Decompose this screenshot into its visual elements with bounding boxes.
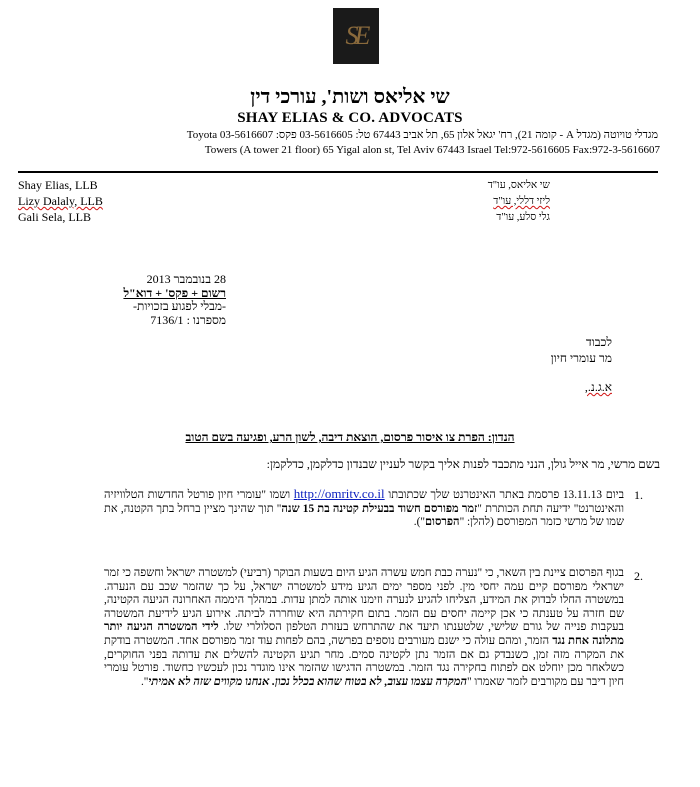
paragraph-text: בגוף הפרסום ציינת בין השאר, כי "נערה כבת חמש עשרה הגיע היום בשעות הבוקר (רביעי) למשטרה ישראל וחשפה כי זמר ישראלי מפורסם קיים עמה יחסי מין. לפני מספר ימים הגיע מידע למשטרה ישראל, על כך שהזמר שכב עם הנערה. במשטרה החלו לבדוק את המידע, הצליחו להגיע לנערה וזימנו אותה למתן עדות. במהלך היממה האחרונה הגיעה הקטינה, שם חזרה על טענתה כי אכן קיימה יחסים עם הזמר. בתום חקירתה היא שוחררה לביתה. אירוע הגיע לידיעת המשטרה בעקבות פנייה של גורם שלישי, שלטענתו תיעד את שהתרחש בעזרת הטלפון הסלולרי שלו.: [104, 567, 624, 634]
firm-name-hebrew: שי אליאס ושות', עורכי דין: [250, 86, 450, 108]
paragraph-text: ").: [413, 516, 425, 529]
lawyer-name: Shay Elias, LLB: [18, 178, 98, 192]
privilege-notice: -מבלי לפגוע בזכויות-: [133, 299, 226, 313]
salutation: א.ג.נ.,: [584, 380, 612, 394]
quoted-statement: המקרה עצמו עצוב, לא בטוח שהוא בכלל נכון. אנחנו מקווים שזה לא אמיתי: [148, 675, 467, 688]
defined-term: הפרסום: [425, 516, 460, 529]
lawyer-name-hebrew: שי אליאס, עו"ד: [487, 180, 550, 191]
letter-date: 28 בנובמבר 2013: [146, 272, 226, 286]
intro-line: בשם מרשי, מר אייל גולן, הנני מתכבד לפנות אליך בקשר לעניין שבנדון כדלקמן, כדלקמן:: [266, 457, 660, 471]
lawyers-list-hebrew: [488, 178, 550, 226]
paragraph-2: [104, 567, 624, 689]
addressee-block: [551, 334, 612, 395]
firm-name-english: SHAY ELIAS & CO. ADVOCATS: [237, 110, 463, 126]
letter-subject: הנדון: הפרת צו איסור פרסום, הוצאת דיבה, לשון הרע, ופגיעה בשם הטוב: [185, 430, 515, 444]
delivery-method: רשום + פקס' + דוא"ל: [123, 285, 226, 300]
paragraph-number: 1.: [634, 488, 643, 502]
addressee-name: מר עומרי חיון: [550, 351, 612, 365]
firm-logo: [333, 8, 379, 64]
logo-monogram: SE: [345, 21, 367, 50]
lawyer-name: Lizy Dalaly, LLB: [18, 194, 103, 208]
lawyer-name-hebrew: ליזי דללי, עו"ד: [493, 196, 550, 207]
paragraph-text: ושמו "עומרי חיון פורטל החדשות הטלוויזיה והאינטרנט" ידיעה תחת הכותרת ": [104, 489, 624, 515]
lawyer-name: Gali Sela, LLB: [18, 210, 91, 224]
paragraph-text: ".: [140, 675, 149, 688]
lawyers-list-english: [18, 177, 103, 225]
article-headline: זמר מפורסם חשוד בבעילת קטינה בת 15 שנה: [281, 502, 478, 515]
emphasized-text: לידי המשטרה הגיעה יותר מתלונה אחת נגד: [104, 621, 625, 647]
header-divider: [18, 171, 658, 173]
lawyer-name-hebrew: גלי סלע, עו"ד: [496, 212, 550, 223]
paragraph-text: ביום 13.11.13 פרסמת באתר האינטרנט שלך שכתובתו: [388, 489, 625, 501]
website-link[interactable]: http://omritv.co.il: [293, 486, 385, 501]
paragraph-text: הזמר, ומהם עולה כי ישנם מעורבים נוספים בפרשה, בהם לפחות עוד זמר מפורסם אחד. המשטרה בודקת את המקרה מזה זמן, כשנבדק גם אם הזמר נתן לקטינה סמים. מחר תגיע הקטינה להשלים את עדותה בפני החוקרים, כשלאחר מכן יוחלט אם לפתוח בחקירה נגד הזמר. במשטרה הדגישו שהזמר אינו מוגדר נכון לעכשיו כחשוד. פורטל עומרי חיון דיבר עם מקורבים לזמר שאמרו ": [104, 634, 624, 688]
reference-number: מספרנו : 7136/1: [150, 312, 226, 327]
paragraph-1: [104, 487, 624, 530]
paragraph-text: " תוך שהינך מציין ברחל בתך הקטנה, את שמו של מרשי כזמר המפורסם (להלן: ": [104, 502, 624, 529]
letter-meta: [123, 273, 226, 327]
addressee-to: לכבוד: [585, 335, 612, 349]
address-hebrew: מגדלי טויוטה (מגדל A - קומה 21), רח' יגאל אלון 65, תל אביב 67443 טל: 03-5616605 פקס: 03-5616607 Toyota: [186, 129, 658, 141]
paragraph-number: 2.: [634, 569, 643, 583]
address-english: Towers (A tower 21 floor) 65 Yigal alon st, Tel Aviv 67443 Israel Tel:972-5616605 Fax:972-3-5616607: [204, 144, 660, 156]
